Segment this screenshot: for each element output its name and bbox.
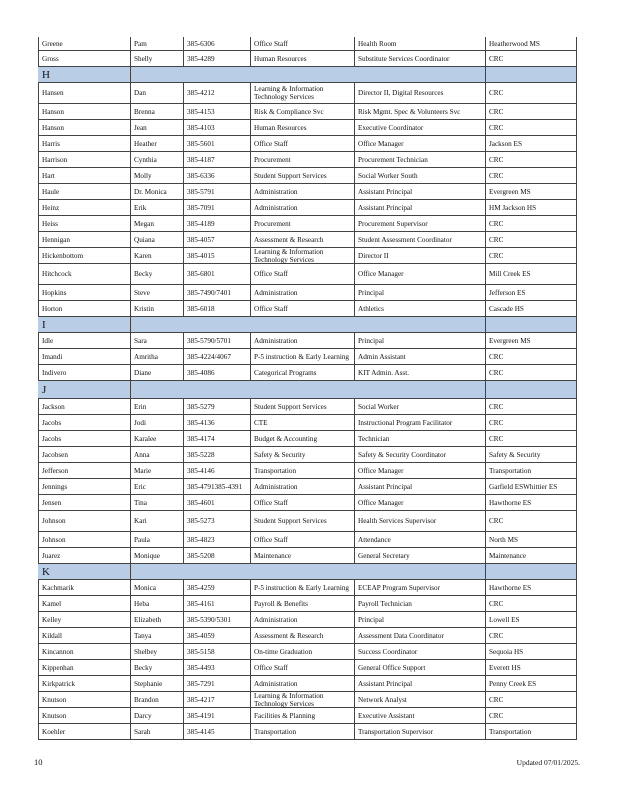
table-row [38,644,576,660]
cell-title: Social Worker South [358,171,418,180]
section-letter: K [42,565,50,578]
cell-first: Erik [134,203,147,212]
cell-first: Jean [134,123,147,132]
cell-title: Risk Mgmt. Spec & Volunteers Svc [358,107,461,116]
cell-location: CRC [489,219,504,228]
cell-last: Johnson [42,535,66,544]
cell-phone: 385-4259 [187,583,215,592]
cell-location: Maintenance [489,551,527,560]
table-row [38,104,576,120]
cell-phone: 385-4161 [187,599,215,608]
cell-first: Karen [134,251,152,260]
cell-last: Harrison [42,155,68,164]
cell-phone: 385-7091 [187,203,215,212]
cell-location: CRC [489,402,504,411]
cell-dept: Learning & Information Technology Services [254,691,324,708]
cell-title: KIT Admin. Asst. [358,368,409,377]
cell-title: Principal [358,288,384,297]
cell-phone: 385-5158 [187,647,215,656]
cell-first: Brenna [134,107,155,116]
cell-location: CRC [489,631,504,640]
cell-dept: Transportation [254,466,297,475]
cell-title: Executive Coordinator [358,123,424,132]
section-letter: H [42,68,50,81]
cell-location: Transportation [489,466,532,475]
cell-location: Evergreen MS [489,187,531,196]
cell-phone: 385-4086 [187,368,215,377]
cell-location: CRC [489,54,504,63]
cell-last: Jacobs [42,434,62,443]
cell-title: ECEAP Program Supervisor [358,583,440,592]
cell-dept: On-time Graduation [254,647,313,656]
cell-last: Hickenbottom [42,251,84,260]
cell-dept: Office Staff [254,139,288,148]
cell-last: Jackson [42,402,65,411]
table-row [38,495,576,511]
cell-title: Procurement Supervisor [358,219,428,228]
cell-first: Kristin [134,304,154,313]
cell-dept: Office Staff [254,270,288,278]
cell-location: CRC [489,434,504,443]
table-row [38,248,576,264]
cell-dept: Learning & Information Technology Services [254,85,324,101]
cell-dept: Safety & Security [254,450,306,459]
cell-last: Kildall [42,631,62,640]
cell-phone: 385-4174 [187,434,215,443]
cell-dept: Learning & Information Technology Services [254,247,324,264]
cell-dept: Assessment & Research [254,631,324,640]
table-row [38,511,576,532]
cell-first: Stephanie [134,679,163,688]
cell-last: Juarez [42,551,61,560]
cell-location: CRC [489,711,504,720]
cell-location: CRC [489,251,504,260]
cell-title: Student Assessment Coordinator [358,235,452,244]
cell-dept: Administration [254,187,298,196]
cell-location: CRC [489,599,504,608]
cell-last: Imandi [42,352,63,361]
cell-last: Hitchcock [42,270,72,278]
cell-phone: 385-4493 [187,663,215,672]
cell-phone: 385-4212 [187,89,215,97]
table-row [38,136,576,152]
table-row [38,676,576,692]
cell-location: Cascade HS [489,304,524,313]
cell-title: Substitute Services Coordinator [358,54,450,63]
cell-first: Anna [134,450,150,459]
cell-first: Elizabeth [134,615,162,624]
table-row [38,692,576,708]
cell-title: Assessment Data Coordinator [358,631,444,640]
cell-dept: Administration [254,482,298,491]
cell-dept: Procurement [254,219,291,228]
cell-first: Pam [134,39,147,48]
cell-location: CRC [489,107,504,116]
cell-phone: 385-5279 [187,402,215,411]
cell-title: Executive Assistant [358,711,415,720]
cell-dept: Assessment & Research [254,235,324,244]
cell-title: Technician [358,434,390,443]
table-row [38,660,576,676]
cell-phone: 385-5791 [187,187,215,196]
cell-last: Haule [42,187,60,196]
cell-location: Mill Creek ES [489,270,531,278]
cell-location: CRC [489,517,504,525]
table-row [38,463,576,479]
cell-first: Becky [134,270,153,278]
cell-dept: Categorical Programs [254,368,317,377]
cell-last: Knutson [42,711,67,720]
table-row [38,51,576,67]
table-row [38,152,576,168]
cell-location: CRC [489,368,504,377]
cell-first: Jodi [134,418,146,427]
table-row [38,200,576,216]
cell-dept: Procurement [254,155,291,164]
cell-dept: Office Staff [254,663,288,672]
cell-phone: 385-4791385-4391 [187,482,243,491]
cell-phone: 385-4217 [187,695,215,704]
cell-dept: Administration [254,203,298,212]
cell-first: Quiana [134,235,155,244]
cell-title: Assistant Principal [358,679,413,688]
cell-last: Kachmarik [42,583,74,592]
cell-first: Heather [134,139,157,148]
cell-last: Indivero [42,368,67,377]
cell-location: Heatherwood MS [489,39,540,48]
cell-phone: 385-4191 [187,711,215,720]
cell-phone: 385-6801 [187,270,215,278]
cell-first: Heba [134,599,150,608]
cell-last: Greene [42,39,63,48]
cell-first: Diane [134,368,152,377]
cell-last: Horton [42,304,63,313]
cell-location: Safety & Security [489,450,541,459]
cell-title: General Secretary [358,551,410,560]
cell-location: Transportation [489,727,532,736]
table-row [38,37,576,51]
cell-location: CRC [489,418,504,427]
table-row [38,447,576,463]
table-row [38,168,576,184]
cell-dept: Office Staff [254,535,288,544]
cell-dept: Administration [254,336,298,345]
cell-location: HM Jackson HS [489,203,537,212]
cell-phone: 385-5208 [187,551,215,560]
cell-first: Shelly [134,54,153,63]
table-row [38,83,576,104]
table-row [38,431,576,447]
cell-last: Koehler [42,727,66,736]
cell-last: Kelley [42,615,62,624]
cell-last: Heinz [42,203,60,212]
cell-phone: 385-5390/5301 [187,615,231,624]
cell-location: Evergreen MS [489,336,531,345]
cell-last: Hart [42,171,55,180]
table-row [38,285,576,301]
cell-phone: 385-4145 [187,727,215,736]
cell-location: CRC [489,235,504,244]
cell-first: Darcy [134,711,152,720]
cell-phone: 385-6306 [187,39,215,48]
staff-directory-table [38,37,576,740]
cell-title: Athletics [358,304,384,313]
cell-first: Paula [134,535,150,544]
cell-title: Social Worker [358,402,400,411]
table-row [38,264,576,285]
cell-first: Dan [134,89,146,97]
cell-first: Sarah [134,727,151,736]
cell-location: Jackson ES [489,139,522,148]
cell-title: Director II [358,251,389,260]
cell-dept: Office Staff [254,304,288,313]
cell-title: Payroll Technician [358,599,412,608]
cell-dept: Student Support Services [254,517,327,525]
cell-dept: Risk & Compliance Svc [254,107,324,116]
cell-location: Everett HS [489,663,521,672]
cell-phone: 385-4015 [187,251,215,260]
table-row [38,580,576,596]
cell-last: Knutson [42,695,67,704]
cell-title: General Office Support [358,663,426,672]
cell-phone: 385-4289 [187,54,215,63]
table-row [38,365,576,381]
cell-phone: 385-4153 [187,107,215,116]
table-row [38,548,576,564]
cell-phone: 385-4187 [187,155,215,164]
cell-first: Kari [134,517,147,525]
cell-last: Kamel [42,599,62,608]
cell-location: CRC [489,155,504,164]
cell-dept: Payroll & Benefits [254,599,308,608]
cell-phone: 385-5228 [187,450,215,459]
cell-first: Amritha [134,352,158,361]
cell-dept: Office Staff [254,39,288,48]
cell-last: Jennings [42,482,68,491]
cell-first: Tanya [134,631,152,640]
cell-last: Kincannon [42,647,74,656]
cell-first: Tina [134,498,147,507]
cell-last: Jacobsen [42,450,68,459]
cell-location: North MS [489,535,518,544]
cell-dept: Maintenance [254,551,292,560]
cell-last: Hansen [42,89,64,97]
cell-title: Network Analyst [358,695,407,704]
cell-first: Becky [134,663,153,672]
cell-phone: 385-4136 [187,418,215,427]
cell-title: Office Manager [358,139,404,148]
cell-location: Hawthorne ES [489,583,532,592]
cell-first: Marie [134,466,152,475]
cell-first: Monique [134,551,160,560]
cell-last: Jensen [42,498,62,507]
cell-dept: Administration [254,679,298,688]
cell-first: Erin [134,402,147,411]
cell-phone: 385-4059 [187,631,215,640]
cell-title: Principal [358,336,384,345]
cell-title: Assistant Principal [358,203,413,212]
cell-title: Office Manager [358,498,404,507]
cell-last: Gross [42,54,59,63]
cell-location: Hawthorne ES [489,498,532,507]
cell-phone: 385-4823 [187,535,215,544]
cell-last: Kirkpatrick [42,679,76,688]
cell-dept: Office Staff [254,498,288,507]
cell-last: Hopkins [42,288,67,297]
cell-first: Karalee [134,434,157,443]
cell-last: Harris [42,139,60,148]
section-letter: J [42,383,47,396]
cell-dept: Administration [254,288,298,297]
cell-phone: 385-4189 [187,219,215,228]
cell-location: Penny Creek ES [489,679,537,688]
table-row [38,708,576,724]
section-header-h [38,67,576,83]
cell-dept: Human Resources [254,54,307,63]
table-row [38,333,576,349]
cell-phone: 385-5273 [187,517,215,525]
table-row [38,612,576,628]
page-number: 10 [34,757,43,767]
cell-phone: 385-5790/5701 [187,336,231,345]
cell-title: Safety & Security Coordinator [358,450,447,459]
table-row [38,216,576,232]
updated-date: Updated 07/01/2025. [516,758,580,767]
cell-title: Director II, Digital Resources [358,89,444,97]
table-row [38,415,576,431]
cell-location: CRC [489,89,504,97]
cell-title: Office Manager [358,466,404,475]
table-row [38,184,576,200]
cell-title: Health Room [358,39,397,48]
cell-phone: 385-6336 [187,171,215,180]
table-row [38,596,576,612]
section-header-i [38,317,576,333]
cell-last: Jefferson [42,466,69,475]
cell-phone: 385-4601 [187,498,215,507]
cell-title: Office Manager [358,270,404,278]
cell-location: Sequoia HS [489,647,524,656]
table-row [38,479,576,495]
cell-last: Heiss [42,219,58,228]
cell-last: Idle [42,336,54,345]
cell-title: Principal [358,615,384,624]
cell-dept: Human Resources [254,123,307,132]
table-right-border [576,37,577,740]
cell-title: Success Coordinator [358,647,418,656]
cell-title: Instructional Program Facilitator [358,418,453,427]
cell-dept: P-5 instruction & Early Learning [254,583,350,592]
table-row [38,724,576,740]
table-row [38,232,576,248]
cell-title: Transportation Supervisor [358,727,434,736]
cell-dept: Student Support Services [254,171,327,180]
cell-dept: Transportation [254,727,297,736]
table-row [38,532,576,548]
cell-location: CRC [489,171,504,180]
cell-first: Monica [134,583,156,592]
cell-phone: 385-7490/7401 [187,288,231,297]
cell-dept: P-5 instruction & Early Learning [254,352,350,361]
cell-location: Jefferson ES [489,288,526,297]
cell-title: Assistant Principal [358,482,413,491]
cell-first: Steve [134,288,150,297]
cell-last: Hanson [42,123,64,132]
cell-phone: 385-5601 [187,139,215,148]
section-letter: I [42,318,46,331]
cell-phone: 385-7291 [187,679,215,688]
cell-dept: Budget & Accounting [254,434,318,443]
cell-first: Dr. Monica [134,187,167,196]
cell-last: Hanson [42,107,64,116]
cell-title: Procurement Technician [358,155,428,164]
table-row [38,301,576,317]
cell-phone: 385-4224/4067 [187,352,231,361]
cell-location: Lowell ES [489,615,520,624]
cell-first: Cynthia [134,155,157,164]
cell-title: Health Services Supervisor [358,517,437,525]
cell-first: Shelbey [134,647,158,656]
cell-last: Johnson [42,517,66,525]
cell-dept: Administration [254,615,298,624]
cell-title: Attendance [358,535,391,544]
cell-location: CRC [489,123,504,132]
cell-phone: 385-4146 [187,466,215,475]
cell-location: Garfield ESWhittier ES [489,482,558,491]
cell-dept: CTE [254,418,268,427]
table-row [38,120,576,136]
section-header-j [38,381,576,399]
cell-last: Jacobs [42,418,62,427]
cell-first: Eric [134,482,146,491]
cell-last: Hennigan [42,235,70,244]
cell-phone: 385-6018 [187,304,215,313]
cell-first: Sara [134,336,147,345]
table-row [38,349,576,365]
cell-first: Megan [134,219,154,228]
cell-dept: Student Support Services [254,402,327,411]
cell-location: CRC [489,352,504,361]
section-header-k [38,564,576,580]
cell-phone: 385-4057 [187,235,215,244]
cell-location: CRC [489,695,504,704]
cell-first: Brandon [134,695,159,704]
cell-phone: 385-4103 [187,123,215,132]
table-row [38,628,576,644]
cell-dept: Facilities & Planning [254,711,316,720]
cell-last: Kippenhan [42,663,74,672]
cell-first: Molly [134,171,152,180]
cell-title: Assistant Principal [358,187,413,196]
cell-title: Admin Assistant [358,352,406,361]
table-row [38,399,576,415]
